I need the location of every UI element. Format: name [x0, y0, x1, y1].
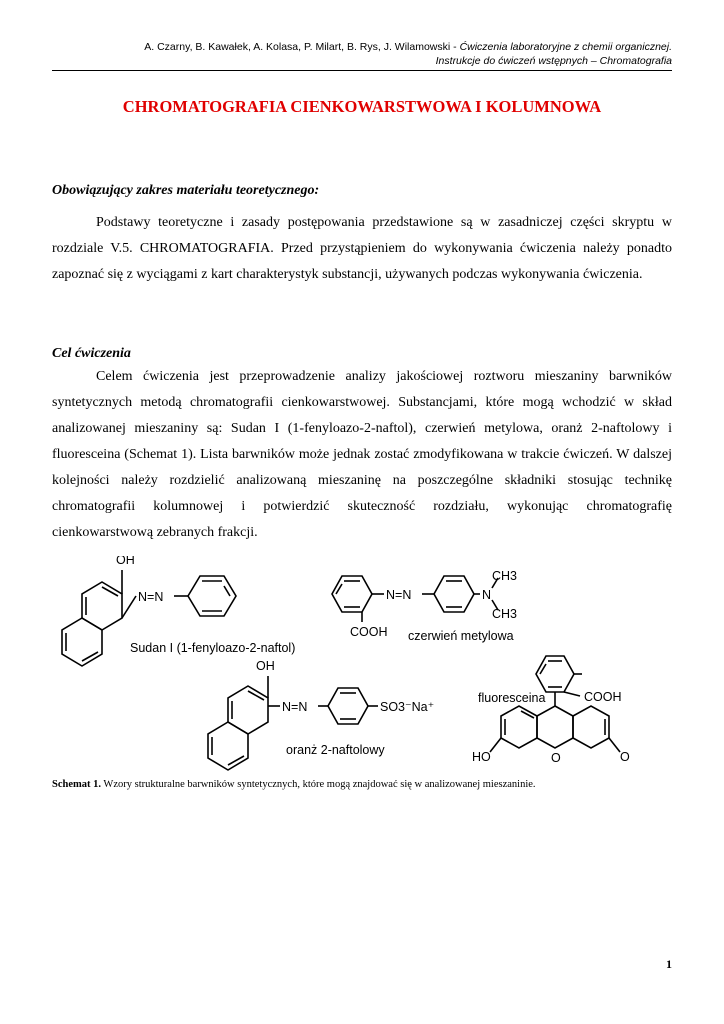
paragraph-theory: Podstawy teoretyczne i zasady postępowania przedstawione są w zasadniczej części skryptu w rozdziale V.5. CHROMATOGRAFIA. Przed przystąpieniem do wykonywania ćwiczenia należy ponadto zapoznać się z wyciągami z kart charakterystyk substancji, używanych podczas wykonywania ćwiczenia. — [52, 215, 672, 282]
methyl-red-cooh-label: COOH — [350, 625, 388, 639]
paragraph-goal: Celem ćwiczenia jest przeprowadzenie analizy jakościowej roztworu mieszaniny barwników syntetycznych metodą chromatografii cienkowarstwowej. Substancjami, które mogą wchodzić w skład analizowanej mieszaniny są: Sudan I (1-fenyloazo-2-naftol), czerwień metylowa, oranż 2-naftolowy i fluoresceina (Schemat 1). Lista barwników może jednak zostać zmodyfikowana w trakcie ćwiczeń. W dalszej kolejności należy rozdzielić analizowaną mieszaninę na poszczególne składniki stosując technikę chromatografii kolumnowej i potwierdzić skuteczność rozdziału, wykonując chromatografię cienkowarstwową zebranych frakcji. — [52, 369, 672, 540]
structure-sudan-i — [62, 556, 295, 666]
orange-so3-label: SO3⁻Na⁺ — [380, 700, 435, 714]
section-heading-goal: Cel ćwiczenia — [52, 346, 131, 361]
orange-oh-label: OH — [256, 659, 275, 673]
methyl-red-ch3-bottom: CH3 — [492, 607, 518, 621]
structure-methyl-red — [332, 569, 517, 643]
header-authors: A. Czarny, B. Kawałek, A. Kolasa, P. Milart, B. Rys, J. Wilamowski - — [144, 41, 460, 53]
fluorescein-keto-o: O — [620, 750, 630, 764]
sudan-oh-label: OH — [116, 556, 135, 567]
sudan-azo-label: N=N — [138, 590, 164, 604]
caption-text: Wzory strukturalne barwników syntetycznych, które mogą znajdować się w analizowanej mieszaninie. — [101, 779, 536, 790]
orange-name: oranż 2-naftolowy — [286, 743, 385, 757]
fluorescein-ring-o: O — [551, 751, 561, 765]
methyl-red-name: czerwień metylowa — [408, 629, 514, 643]
document-title: CHROMATOGRAFIA CIENKOWARSTWOWA I KOLUMNOWA — [122, 97, 602, 116]
fluorescein-cooh-label: COOH — [584, 690, 622, 704]
structure-orange-2-naphthol — [208, 659, 434, 770]
fluorescein-name: fluoresceina — [478, 691, 546, 705]
header-book-title: Ćwiczenia laboratoryjne z chemii organicznej. — [459, 41, 672, 53]
scheme-structures — [52, 556, 672, 776]
methyl-red-azo-label: N=N — [386, 588, 412, 602]
sudan-name: Sudan I (1-fenyloazo-2-naftol) — [130, 641, 296, 655]
methyl-red-n-label: N — [482, 588, 492, 602]
page-number: 1 — [666, 957, 672, 971]
header-divider — [52, 70, 672, 71]
orange-azo-label: N=N — [282, 700, 308, 714]
section-heading-theory: Obowiązujący zakres materiału teoretycznego: — [52, 183, 320, 198]
structure-fluorescein — [472, 656, 630, 765]
fluorescein-ho-label: HO — [472, 750, 491, 764]
methyl-red-ch3-top: CH3 — [492, 569, 518, 583]
header-chapter: Instrukcje do ćwiczeń wstępnych – Chromatografia — [435, 55, 672, 67]
running-header — [144, 40, 672, 68]
scheme-caption — [52, 779, 672, 790]
caption-label: Schemat 1. — [52, 779, 101, 790]
